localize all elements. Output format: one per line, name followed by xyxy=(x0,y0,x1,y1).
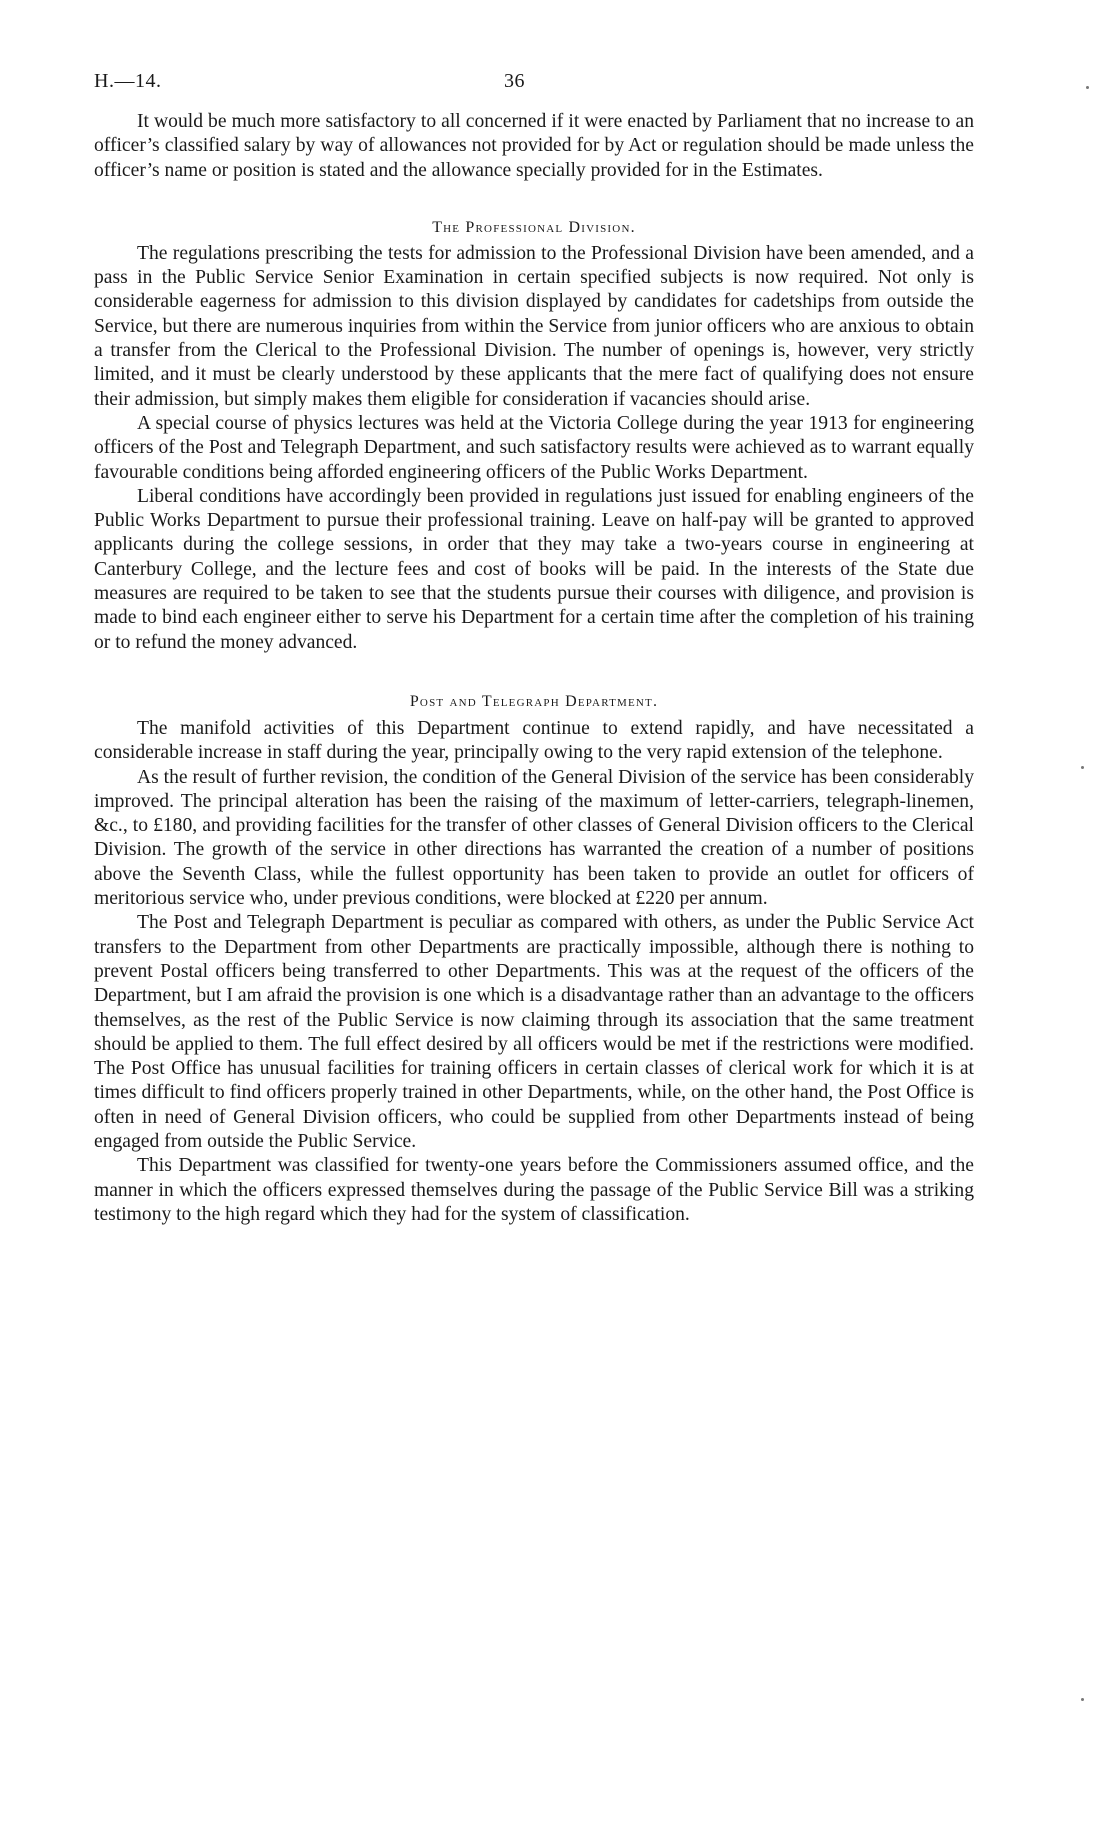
margin-speck xyxy=(1081,1698,1084,1701)
body-paragraph: Liberal conditions have accordingly been provided in regulations just issued for enabling engineers of the Public Works Department to pursue their professional training. Leave on half-pay will be granted to approved applicants during the college sessions, in order that they may take a two-years course in engineering at Canterbury College, and the lecture fees and cost of books will be paid. In the interests of the State due measures are required to be taken to see that the students pursue their courses with diligence, and provision is made to bind each engineer either to serve his Department for a certain time after the completion of his training or to refund the money advanced. xyxy=(94,485,974,653)
document-page xyxy=(94,70,974,1227)
body-paragraph: This Department was classified for twenty-one years before the Commissioners assumed office, and the manner in which the officers expressed themselves during the passage of the Public Service Bill was a striking testimony to the high regard which they had for the system of classification. xyxy=(94,1155,974,1225)
body-paragraph: The Post and Telegraph Department is peculiar as compared with others, as under the Public Service Act transfers to the Department from other Departments are practically impossible, although there is nothing to prevent Postal officers being transferred to other Departments. This was at the request of the officers of the Department, but I am afraid the provision is one which is a disadvantage rather than an advantage to the officers themselves, as the rest of the Public Service is now claiming through its association that the same treatment should be applied to them. The full effect desired by all officers would be met if the restrictions were modified. The Post Office has unusual facilities for training officers in certain classes of clerical work for which it is at times difficult to find officers properly trained in other Departments, while, on the other hand, the Post Office is often in need of General Division officers, who could be supplied from other Departments instead of being engaged from outside the Public Service. xyxy=(94,912,974,1152)
margin-speck xyxy=(1081,766,1084,769)
body-paragraph: A special course of physics lectures was held at the Victoria College during the year 1913 for engineering officers of the Post and Telegraph Department, and such satisfactory results were achieved as to warrant equally favourable conditions being afforded engineering officers of the Public Works Department. xyxy=(94,412,974,483)
margin-speck xyxy=(1086,86,1089,89)
running-header xyxy=(94,70,974,100)
body-paragraph: The manifold activities of this Department continue to extend rapidly, and have necessitated a considerable increase in staff during the year, principally owing to the very rapid extension of the telephone. xyxy=(94,717,974,764)
body-paragraph: The regulations prescribing the tests for admission to the Professional Division have been amended, and a pass in the Public Service Senior Examination in certain specified subjects is now required. Not only is considerable eagerness for admission to this division displayed by candidates for cadetships from outside the Service, but there are numerous inquiries from within the Service from junior officers who are anxious to obtain a transfer from the Clerical to the Professional Division. The number of openings is, however, very strictly limited, and it must be clearly understood by these applicants that the mere fact of qualifying does not ensure their admission, but simply makes them eligible for consideration if vacancies should arise. xyxy=(94,242,974,410)
section-heading-professional-division: The Professional Division. xyxy=(432,218,636,236)
intro-paragraph: It would be much more satisfactory to all concerned if it were enacted by Parliament that no increase to an officer’s classified salary by way of allowances not provided for by Act or regulation should be made unless the officer’s name or position is stated and the allowance specially provided for in the Estimates. xyxy=(94,111,974,181)
page-number: 36 xyxy=(504,70,525,92)
document-reference: H.—14. xyxy=(94,70,162,92)
body-paragraph: As the result of further revision, the condition of the General Division of the service has been considerably improved. The principal alteration has been the raising of the maximum of letter-carriers, telegraph-linemen, &c., to £180, and providing facilities for the transfer of other classes of General Division officers to the Clerical Division. The growth of the service in other directions has warranted the creation of a number of positions above the Seventh Class, while the fullest opportunity has been taken to provide an outlet for officers of meritorious service who, under previous conditions, were blocked at £220 per annum. xyxy=(94,766,974,910)
section-heading-post-telegraph: Post and Telegraph Department. xyxy=(409,692,659,710)
